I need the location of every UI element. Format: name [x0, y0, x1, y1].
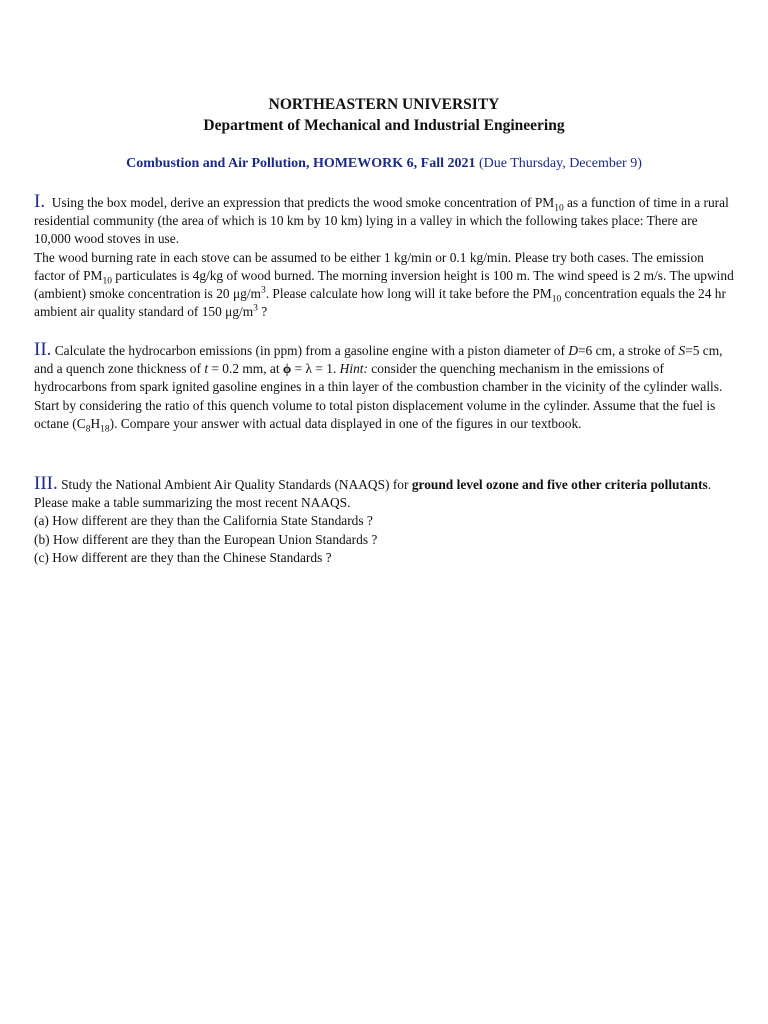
subscript: 10 [102, 276, 112, 287]
problem-3-text: Study the National Ambient Air Quality Standards (NAAQS) for [57, 477, 412, 492]
department-name: Department of Mechanical and Industrial Engineering [203, 117, 565, 134]
question-c: (c) How different are they than the Chinese Standards ? [34, 549, 332, 565]
phi-symbol: ϕ [282, 361, 292, 377]
problem-1-text: . Please calculate how long will it take before the PM [265, 286, 552, 302]
problem-1 [34, 193, 734, 321]
university-name: NORTHEASTERN UNIVERSITY [268, 96, 500, 113]
problem-2-text: = λ = 1. [291, 361, 340, 377]
problem-1-text: Using the box model, derive an expression that predicts the wood smoke concentration of PM [51, 195, 555, 210]
problem-2-text: ). Compare your answer with actual data displayed in one of the figures in our textbook. [109, 415, 582, 431]
due-date: (Due Thursday, December 9) [479, 156, 642, 171]
problem-1-numeral: I. [34, 191, 46, 212]
superscript: 3 [253, 303, 258, 314]
course-title-line [0, 154, 768, 174]
variable-d: D [568, 343, 578, 358]
course-title: Combustion and Air Pollution, HOMEWORK 6, Fall 2021 [126, 156, 476, 171]
problem-3-emphasis: ground level ozone and five other criteria pollutants [411, 477, 708, 492]
problem-2 [34, 341, 734, 433]
variable-s: S [678, 343, 686, 358]
problem-3-text: . Please make a table summarizing the most recent NAAQS. [34, 477, 712, 511]
hint-label: Hint: [339, 361, 368, 377]
problem-1-text: ? [257, 304, 268, 320]
problem-2-text: consider the quenching mechanism in the emissions of hydrocarbons from spark ignited gasoline engines in a thin layer of the combustion chamber in the vicinity of the cylinder walls. Start by considering the ratio of this quench volume to total piston displacement volume in the cylinder. Assume that the fuel is octane (C [34, 361, 723, 431]
problem-2-text: Calculate the hydrocarbon emissions (in ppm) from a gasoline engine with a piston diameter of [51, 343, 569, 358]
subscript: 10 [551, 294, 562, 305]
variable-t: t [204, 361, 209, 377]
problem-2-text: =5 cm, and a quench zone thickness of [34, 343, 723, 377]
question-a: (a) How different are they than the California State Standards ? [34, 513, 373, 529]
problem-3-numeral: III. [34, 473, 58, 494]
question-b: (b) How different are they than the European Union Standards ? [34, 531, 378, 547]
problem-1-text: as a function of time in a rural residential community (the area of which is 10 km by 10 km) lying in a valley in which the following takes place: There are 10,000 wood stoves in use. [34, 195, 729, 247]
problem-2-text: =6 cm, a stroke of [577, 343, 679, 358]
document-header [0, 94, 768, 136]
subscript: 8 [85, 424, 91, 435]
problem-1-text: particulates is 4g/kg of wood burned. The morning inversion height is 100 m. The wind speed is 2 m/s. The upwind (ambient) smoke concentration is 20 μg/m [34, 267, 734, 302]
problem-1-text: concentration equals the 24 hr ambient air quality standard of 150 μg/m [34, 286, 726, 320]
problem-3 [34, 475, 734, 567]
problem-2-text: = 0.2 mm, at [208, 361, 283, 377]
subscript: 10 [554, 203, 564, 214]
superscript: 3 [260, 285, 266, 296]
problem-1-text: The wood burning rate in each stove can be assumed to be either 1 kg/min or 0.1 kg/min. Please try both cases. The emission factor of PM [34, 249, 704, 283]
problem-2-numeral: II. [34, 339, 52, 360]
subscript: 18 [100, 424, 110, 435]
problem-2-text: H [90, 415, 101, 431]
